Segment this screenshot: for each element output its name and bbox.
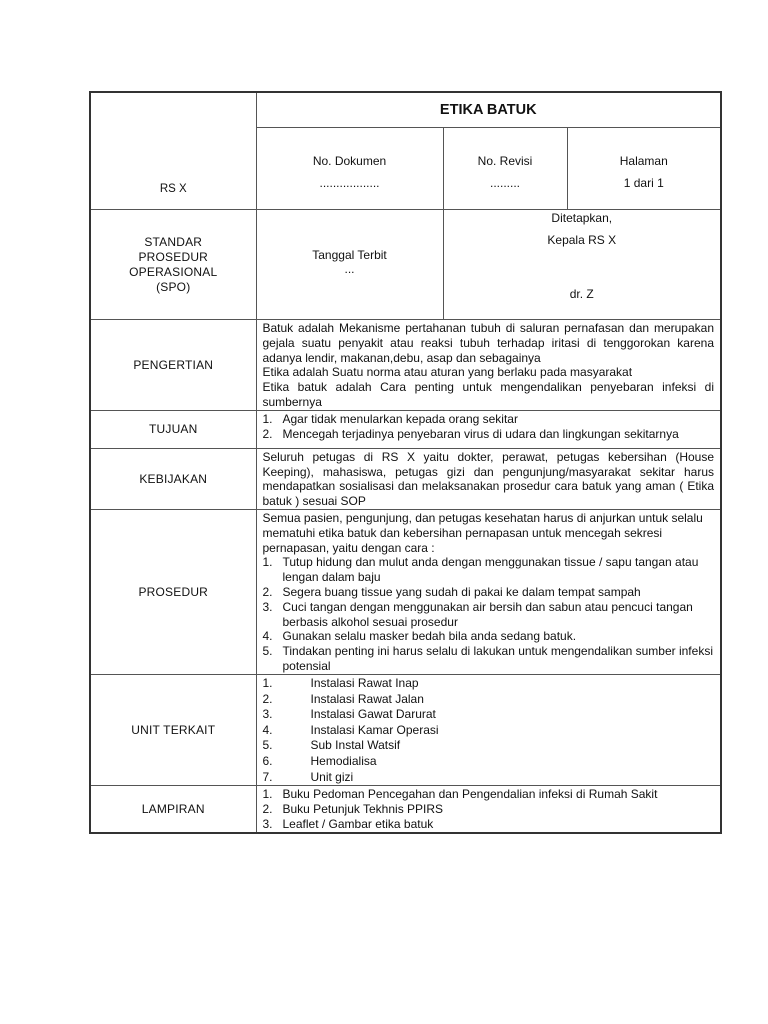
section-label-unit-terkait: UNIT TERKAIT [90, 674, 256, 785]
section-body-prosedur [256, 509, 721, 674]
document-number-cell [256, 128, 443, 210]
list-item: 6. Hemodialisa [262, 753, 377, 768]
issue-date-value: ... [344, 262, 355, 276]
document-number-label: No. Dokumen [312, 154, 387, 168]
definition-paragraph: Etika adalah Suatu norma atau aturan yang berlaku pada masyarakat [262, 365, 633, 380]
attachment-list [263, 787, 715, 831]
page-value: 1 dari 1 [623, 176, 664, 190]
list-item: 3. Instalasi Gawat Darurat [262, 707, 436, 722]
approval-label: Ditetapkan, [551, 211, 613, 225]
list-item: 2. Buku Petunjuk Tekhnis PPIRS [262, 801, 444, 816]
definition-paragraph: Etika batuk adalah Cara penting untuk mengendalikan penyebaran infeksi di sumbernya [262, 380, 715, 409]
section-label-pengertian: PENGERTIAN [90, 320, 256, 411]
document-title: ETIKA BATUK [256, 92, 721, 128]
spo-label-line: OPERASIONAL [129, 264, 218, 279]
list-item: 5. Sub Instal Watsif [262, 738, 401, 753]
list-item: 1. Tutup hidung dan mulut anda dengan menggunakan tissue / sapu tangan atau lengan dalam baju [262, 555, 699, 585]
section-label-prosedur: PROSEDUR [90, 509, 256, 674]
spo-label-line: (SPO) [156, 279, 191, 294]
section-body-unit-terkait [256, 674, 721, 785]
policy-text: Seluruh petugas di RS X yaitu dokter, perawat, petugas kebersihan (House Keeping), mahasiswa, petugas gizi dan pengunjung/masyarakat sekitar harus mendapatkan sosialisasi dan melaksanakan prosedur cara batuk yang aman ( Etika batuk ) sesuai SOP [262, 449, 715, 509]
revision-cell [443, 128, 567, 210]
approval-authority: Kepala RS X [547, 233, 617, 247]
section-label-kebijakan: KEBIJAKAN [90, 448, 256, 509]
list-item: 4. Instalasi Kamar Operasi [262, 722, 439, 737]
section-body-kebijakan [256, 448, 721, 509]
spo-label-line: STANDAR [144, 234, 203, 249]
list-item: 2. Mencegah terjadinya penyebaran virus di udara dan lingkungan sekitarnya [262, 426, 679, 441]
list-item: 2. Segera buang tissue yang sudah di pakai ke dalam tempat sampah [262, 584, 641, 599]
section-label-tujuan: TUJUAN [90, 410, 256, 448]
issue-date-cell [256, 210, 443, 320]
list-item: 4. Gunakan selalu masker bedah bila anda sedang batuk. [262, 629, 577, 644]
related-unit-list [263, 676, 715, 785]
document-number-value: .................. [319, 176, 380, 190]
objective-list [263, 412, 715, 442]
approval-signer: dr. Z [569, 287, 594, 301]
spo-table [89, 91, 722, 834]
section-body-lampiran [256, 786, 721, 833]
list-item: 1. Buku Pedoman Pencegahan dan Pengendalian infeksi di Rumah Sakit [262, 787, 658, 802]
definition-paragraph: Batuk adalah Mekanisme pertahanan tubuh di saluran pernafasan dan merupakan gejala suatu penyakit atau reaksi tubuh terhadap iritasi di tenggorokan karena adanya lendir, makanan,debu, asap dan sebagainya [262, 321, 715, 365]
revision-label: No. Revisi [477, 154, 533, 168]
spo-label-line: PROSEDUR [138, 249, 209, 264]
page-label: Halaman [619, 154, 668, 168]
list-item: 2. Instalasi Rawat Jalan [262, 691, 424, 706]
page-cell [567, 128, 721, 210]
approval-cell [443, 210, 721, 320]
issue-date-label: Tanggal Terbit [312, 248, 387, 262]
list-item: 3. Leaflet / Gambar etika batuk [262, 816, 434, 831]
list-item: 3. Cuci tangan dengan menggunakan air bersih dan sabun atau pencuci tangan berbasis alkohol sesuai prosedur [262, 599, 693, 629]
spo-label [90, 210, 256, 320]
section-body-pengertian [256, 320, 721, 411]
list-item: 7. Unit gizi [262, 769, 354, 784]
revision-value: ......... [489, 176, 520, 190]
list-item: 5. Tindakan penting ini harus selalu di lakukan untuk mengendalikan sumber infeksi potensial [262, 644, 713, 673]
section-label-lampiran: LAMPIRAN [90, 786, 256, 833]
section-body-tujuan [256, 410, 721, 448]
institution-name: RS X [90, 92, 256, 210]
procedure-intro: Semua pasien, pengunjung, dan petugas kesehatan harus di anjurkan untuk selalu mematuhi etika batuk dan kebersihan pernapasan untuk mencegah sekresi pernapasan, yaitu dengan cara : [262, 510, 703, 555]
list-item: 1. Agar tidak menularkan kepada orang sekitar [262, 411, 518, 426]
list-item: 1. Instalasi Rawat Inap [262, 675, 419, 690]
spo-document [89, 91, 720, 834]
procedure-list [263, 555, 715, 673]
